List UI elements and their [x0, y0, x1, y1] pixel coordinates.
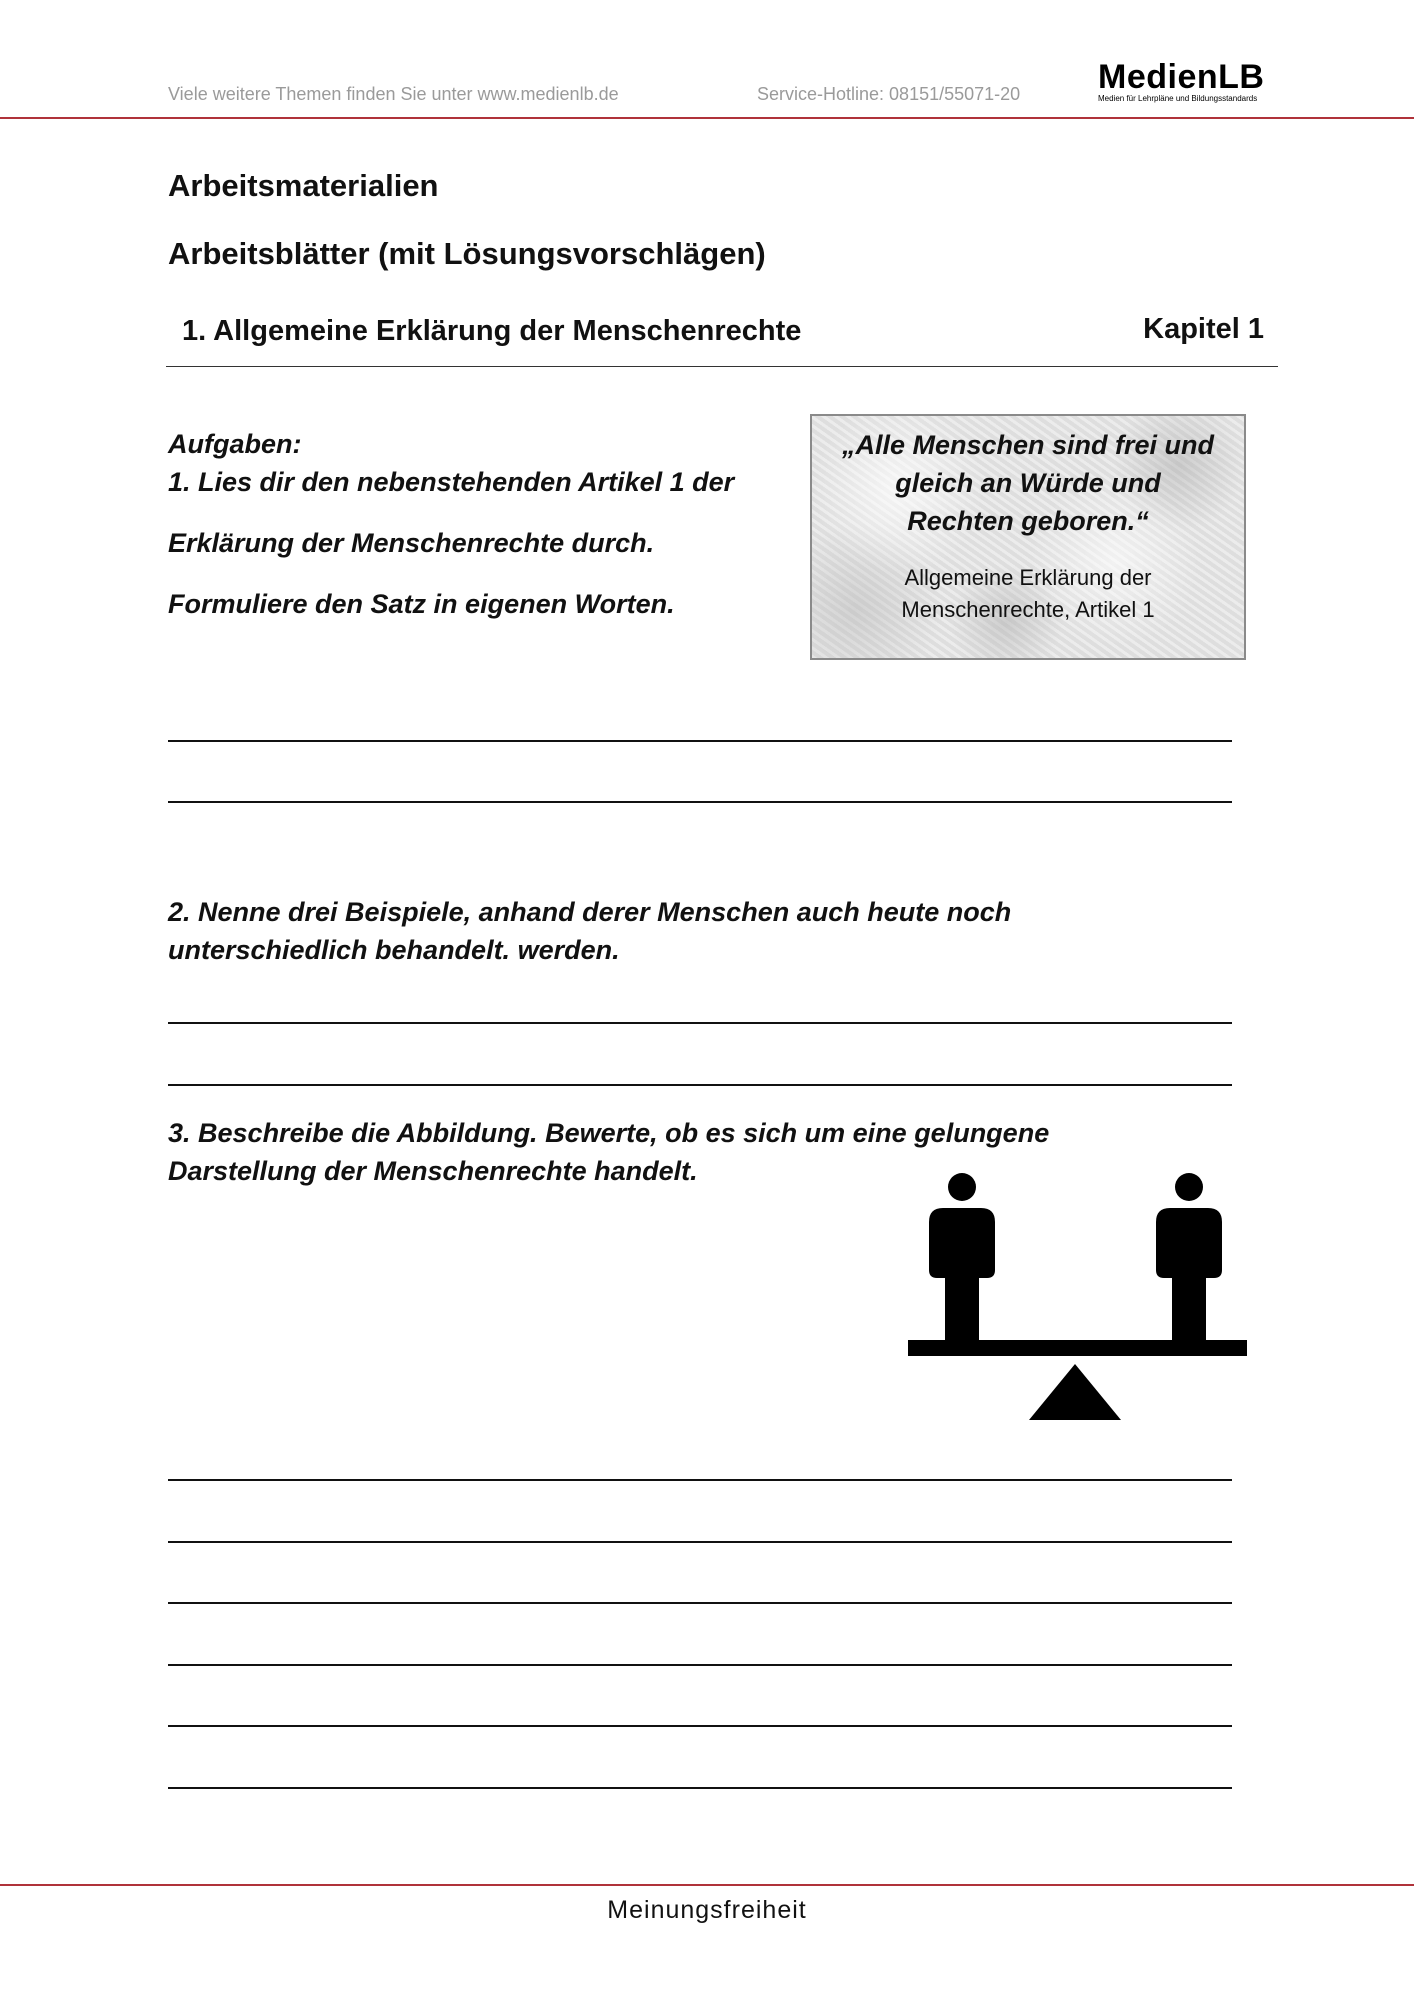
- page-title: Arbeitsmaterialien: [168, 168, 439, 203]
- footer-topic: Meinungsfreiheit: [607, 1896, 807, 1924]
- footer-divider: [0, 1884, 1414, 1886]
- task1-line2: Erklärung der Menschenrechte durch.: [168, 528, 655, 558]
- answer-line: [168, 1541, 1232, 1543]
- answer-line: [168, 801, 1232, 803]
- quote-source-line2: Menschenrechte, Artikel 1: [901, 597, 1155, 622]
- task2-line1: 2. Nenne drei Beispiele, anhand derer Menschen auch heute noch: [168, 897, 1012, 927]
- task1-line3: Formuliere den Satz in eigenen Worten.: [168, 589, 675, 619]
- quote-text: [812, 426, 1244, 540]
- answer-line: [168, 1725, 1232, 1727]
- page-subtitle: Arbeitsblätter (mit Lösungsvorschlägen): [168, 236, 766, 271]
- answer-line: [168, 1479, 1232, 1481]
- task3-line2: Darstellung der Menschenrechte handelt.: [168, 1156, 698, 1186]
- header-hotline-text: Service-Hotline: 08151/55071-20: [757, 84, 1021, 104]
- header-website-text: Viele weitere Themen finden Sie unter www.medienlb.de: [168, 84, 619, 104]
- logo-tagline: Medien für Lehrpläne und Bildungsstandards: [1098, 94, 1258, 103]
- task1-line1: 1. Lies dir den nebenstehenden Artikel 1 der: [168, 467, 735, 497]
- balance-seesaw-two-people-icon: [905, 1170, 1250, 1430]
- answer-line: [168, 1084, 1232, 1086]
- quote-line3: Rechten geboren.“: [907, 506, 1149, 536]
- answer-line: [168, 1022, 1232, 1024]
- quote-source: [812, 562, 1244, 626]
- answer-line: [168, 740, 1232, 742]
- quote-line1: „Alle Menschen sind frei und: [841, 430, 1215, 460]
- chapter-label: Kapitel 1: [1143, 313, 1264, 345]
- article1-quote-box: [810, 414, 1246, 660]
- section-divider: [166, 366, 1278, 367]
- answer-line: [168, 1787, 1232, 1789]
- quote-line2: gleich an Würde und: [895, 468, 1161, 498]
- section-title: 1. Allgemeine Erklärung der Menschenrechte: [182, 315, 802, 347]
- header-divider: [0, 117, 1414, 119]
- medienlb-logo: MedienLB: [1098, 58, 1265, 96]
- answer-line: [168, 1664, 1232, 1666]
- answer-line: [168, 1602, 1232, 1604]
- task3-line1: 3. Beschreibe die Abbildung. Bewerte, ob es sich um eine gelungene: [168, 1118, 1050, 1148]
- task2-line2: unterschiedlich behandelt. werden.: [168, 935, 620, 965]
- tasks-heading: Aufgaben:: [168, 429, 302, 459]
- quote-source-line1: Allgemeine Erklärung der: [904, 565, 1152, 590]
